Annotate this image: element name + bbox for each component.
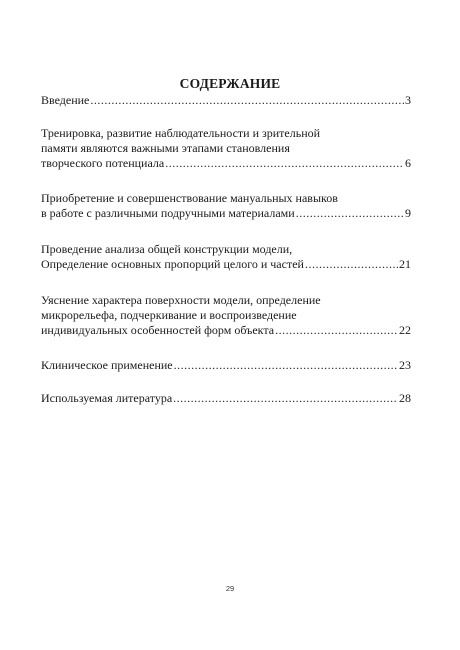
toc-page-number: 21 xyxy=(399,257,411,271)
toc-entry-line: микрорельефа, подчеркивание и воспроизведение xyxy=(41,308,297,322)
toc-entry-line: Проведение анализа общей конструкции модели, xyxy=(41,242,293,256)
toc-entry-line: творческого потенциала ..... 6 xyxy=(41,156,411,171)
toc-entry-introduction xyxy=(41,93,411,108)
toc-page-number: 3 xyxy=(405,93,411,107)
toc-entry-line: Определение основных пропорций целого и частей ..... 21 xyxy=(41,257,411,272)
toc-entry-line: Уяснение характера поверхности модели, определение xyxy=(41,293,321,307)
leader-dots xyxy=(165,156,404,171)
toc-entry-clinical-application xyxy=(41,358,411,373)
toc-entry-manual-skills xyxy=(41,191,411,221)
toc-entry-references xyxy=(41,391,411,406)
toc-entry-construction-analysis xyxy=(41,242,411,272)
toc-entry-line: Введение ..... 3 xyxy=(41,93,411,108)
toc-page-number: 6 xyxy=(405,156,411,170)
toc-entry-surface-character xyxy=(41,293,411,338)
toc-entry-line: Приобретение и совершенствование мануальных навыков xyxy=(41,191,338,205)
toc-page-number: 9 xyxy=(405,206,411,220)
leader-dots xyxy=(305,257,398,272)
toc-page-number: 23 xyxy=(399,358,411,372)
toc-entry-line: индивидуальных особенностей форм объекта ..... 22 xyxy=(41,323,411,338)
leader-dots xyxy=(174,358,398,373)
page-number: 29 xyxy=(225,584,235,593)
toc-entry-line: в работе с различными подручными материалами ..... 9 xyxy=(41,206,411,221)
toc-page-number: 28 xyxy=(399,391,411,405)
toc-entry-line: памяти являются важными этапами становления xyxy=(41,141,290,155)
leader-dots xyxy=(90,93,404,108)
toc-entry-training xyxy=(41,126,411,171)
leader-dots xyxy=(275,323,398,338)
toc-entry-line: Тренировка, развитие наблюдательности и зрительной xyxy=(41,126,321,140)
leader-dots xyxy=(296,206,404,221)
toc-page-number: 22 xyxy=(399,323,411,337)
toc-title: СОДЕРЖАНИЕ xyxy=(179,76,281,91)
toc-entry-line: Используемая литература ..... 28 xyxy=(41,391,411,406)
toc-entry-line: Клиническое применение ..... 23 xyxy=(41,358,411,373)
leader-dots xyxy=(173,391,398,406)
